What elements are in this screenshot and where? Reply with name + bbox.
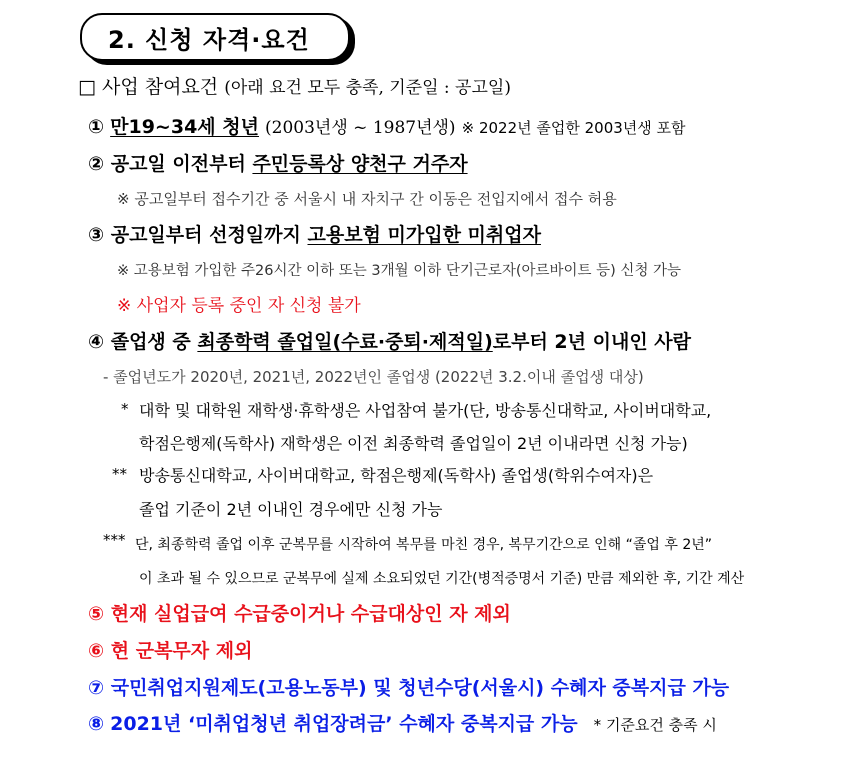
- item-3: [88, 220, 541, 247]
- item-2-pre: 공고일 이전부터: [110, 153, 246, 175]
- section-title: 2. 신청 자격·요건: [108, 26, 310, 54]
- item-4-star1-mark: *: [121, 400, 129, 418]
- item-1-note: ※ 2022년 졸업한 2003년생 포함: [461, 119, 686, 137]
- item-4-star2-line2: 졸업 기준이 2년 이내인 경우에만 신청 가능: [139, 500, 443, 519]
- item-5-text: 현재 실업급여 수급중이거나 수급대상인 자 제외: [110, 603, 511, 625]
- item-4-star3-line1: 단, 최종학력 졸업 이후 군복무를 시작하여 복무를 마친 경우, 복무기간으로 인해 “졸업 후 2년”: [135, 537, 713, 553]
- item-4-underlined: 최종학력 졸업일(수료·중퇴·제적일): [197, 331, 493, 353]
- item-4-star3-line2: 이 초과 될 수 있으므로 군복무에 실제 소요되었던 기간(병적증명서 기준) 만큼 제외한 후, 기간 계산: [139, 571, 745, 587]
- item-4-number: ④: [88, 331, 105, 353]
- checkbox-icon: □: [78, 76, 96, 98]
- item-2: [88, 149, 468, 176]
- item-8-text: 2021년 ‘미취업청년 취업장려금’ 수혜자 중복지급 가능: [110, 713, 578, 735]
- item-2-note: ※ 공고일부터 접수기간 중 서울시 내 자치구 간 이동은 전입지에서 접수 허용: [117, 190, 617, 208]
- requirements-note: (아래 요건 모두 충족, 기준일 : 공고일): [224, 78, 511, 98]
- item-1-text: 만19~34세 청년: [110, 116, 259, 138]
- item-1-number: ①: [88, 116, 105, 138]
- item-8: [88, 709, 717, 736]
- item-7-text: 국민취업지원제도(고용노동부) 및 청년수당(서울시) 수혜자 중복지급 가능: [110, 677, 730, 699]
- item-6-text: 현 군복무자 제외: [110, 640, 253, 662]
- item-4-star3-mark: ***: [103, 531, 126, 549]
- requirements-header: [78, 72, 511, 99]
- item-4-pre: 졸업생 중: [110, 331, 191, 353]
- item-4-star1-line1: 대학 및 대학원 재학생·휴학생은 사업참여 불가(단, 방송통신대학교, 사이버대학교,: [139, 401, 712, 420]
- item-2-number: ②: [88, 153, 105, 175]
- item-5: [88, 599, 511, 626]
- item-3-underlined: 고용보험 미가입한 미취업자: [307, 224, 541, 246]
- item-3-number: ③: [88, 224, 105, 246]
- item-4-post: 로부터 2년 이내인 사람: [492, 331, 692, 353]
- item-7-number: ⑦: [88, 677, 105, 699]
- item-4-star1-line2: 학점은행제(독학사) 재학생은 이전 최종학력 졸업일이 2년 이내라면 신청 가능): [139, 434, 688, 453]
- item-6: [88, 636, 252, 663]
- item-8-note: * 기준요건 충족 시: [593, 716, 717, 734]
- item-6-number: ⑥: [88, 640, 105, 662]
- item-4-star2-mark: **: [112, 465, 127, 483]
- item-3-pre: 공고일부터 선정일까지: [110, 224, 301, 246]
- item-4-star2-line1: 방송통신대학교, 사이버대학교, 학점은행제(독학사) 졸업생(학위수여자)은: [139, 466, 654, 485]
- item-3-note-1: ※ 고용보험 가입한 주26시간 이하 또는 3개월 이하 단기근로자(아르바이트 등) 신청 가능: [117, 263, 682, 279]
- item-3-note-2: ※ 사업자 등록 중인 자 신청 불가: [117, 296, 361, 316]
- item-7: [88, 673, 729, 700]
- item-1-range: (2003년생 ~ 1987년생): [265, 118, 456, 138]
- item-8-number: ⑧: [88, 713, 105, 735]
- item-5-number: ⑤: [88, 603, 105, 625]
- item-4: [88, 327, 691, 354]
- item-2-underlined: 주민등록상 양천구 거주자: [252, 153, 468, 175]
- item-4-dash-note: - 졸업년도가 2020년, 2021년, 2022년인 졸업생 (2022년 3.2.이내 졸업생 대상): [103, 368, 644, 386]
- item-1: [88, 112, 686, 139]
- requirements-label: 사업 참여요건: [102, 76, 219, 98]
